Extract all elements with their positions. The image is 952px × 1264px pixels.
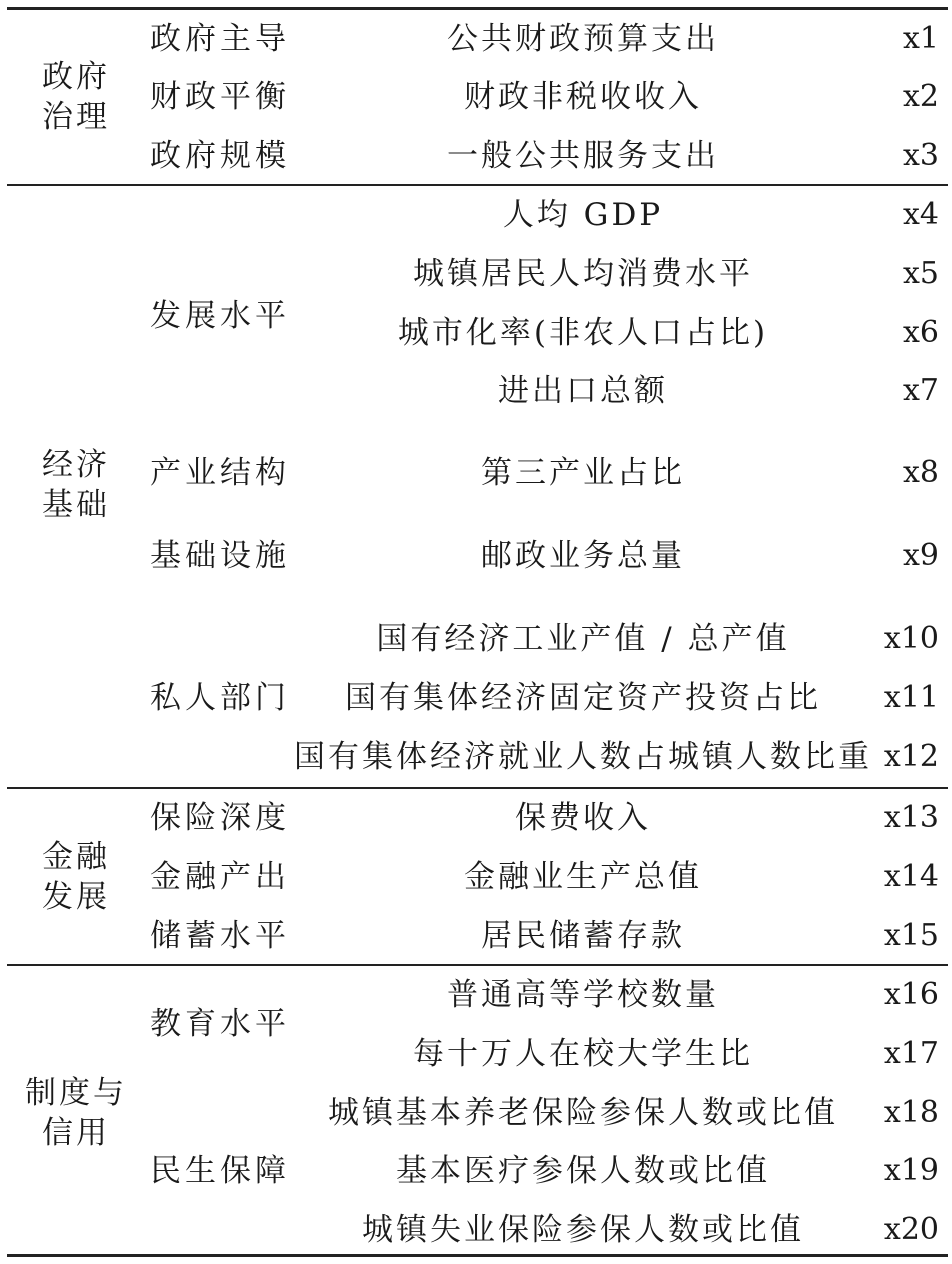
variable-code: x13 xyxy=(883,800,939,835)
indicator-label: 国有经济工业产值 / 总产值 xyxy=(376,621,790,657)
variable-code: x19 xyxy=(883,1153,939,1188)
category-label: 政府 治理 xyxy=(42,59,110,135)
variable-code: x15 xyxy=(883,918,939,953)
subcategory-label: 保险深度 xyxy=(150,800,290,836)
top-rule xyxy=(7,7,948,10)
variable-code: x2 xyxy=(902,79,939,114)
subcategory-label: 金融产出 xyxy=(150,859,290,895)
indicator-label: 城镇失业保险参保人数或比值 xyxy=(362,1212,804,1248)
category-label: 制度与 信用 xyxy=(25,1075,127,1151)
variable-code: x12 xyxy=(883,739,939,774)
indicator-label: 第三产业占比 xyxy=(481,455,685,491)
indicator-label: 居民储蓄存款 xyxy=(481,918,685,954)
variable-code: x8 xyxy=(902,455,939,490)
indicator-label: 城市化率(非农人口占比) xyxy=(397,315,769,351)
indicator-label: 基本医疗参保人数或比值 xyxy=(396,1153,770,1189)
subcategory-label: 基础设施 xyxy=(150,538,290,574)
subcategory-label: 政府主导 xyxy=(150,21,290,57)
variable-code: x11 xyxy=(883,680,939,715)
indicator-label: 城镇居民人均消费水平 xyxy=(413,256,753,292)
indicator-label: 每十万人在校大学生比 xyxy=(413,1036,753,1072)
subcategory-label: 私人部门 xyxy=(150,680,290,716)
category-label: 金融 发展 xyxy=(42,839,110,915)
variable-code: x6 xyxy=(902,315,939,350)
variable-code: x18 xyxy=(883,1095,939,1130)
bottom-rule xyxy=(7,1254,948,1257)
subcategory-label: 财政平衡 xyxy=(150,79,290,115)
group-divider xyxy=(7,964,948,966)
indicator-label: 人均 GDP xyxy=(502,197,664,233)
variable-code: x20 xyxy=(883,1212,939,1247)
group-divider xyxy=(7,787,948,789)
variable-code: x5 xyxy=(902,256,939,291)
subcategory-label: 发展水平 xyxy=(150,298,290,334)
variable-code: x3 xyxy=(902,138,939,173)
indicator-label: 财政非税收收入 xyxy=(464,79,702,115)
subcategory-label: 民生保障 xyxy=(150,1153,290,1189)
variable-code: x9 xyxy=(902,538,939,573)
indicator-label: 公共财政预算支出 xyxy=(447,21,719,57)
category-label: 经济 基础 xyxy=(42,447,110,523)
indicator-label: 进出口总额 xyxy=(498,373,668,409)
subcategory-label: 产业结构 xyxy=(150,455,290,491)
indicator-label: 国有集体经济固定资产投资占比 xyxy=(345,680,821,716)
variable-code: x16 xyxy=(883,977,939,1012)
subcategory-label: 储蓄水平 xyxy=(150,918,290,954)
variable-code: x4 xyxy=(902,197,939,232)
indicator-label: 国有集体经济就业人数占城镇人数比重 xyxy=(294,739,872,775)
variable-code: x7 xyxy=(902,373,939,408)
indicator-label: 金融业生产总值 xyxy=(464,859,702,895)
indicator-label: 一般公共服务支出 xyxy=(447,138,719,174)
subcategory-label: 教育水平 xyxy=(150,1006,290,1042)
subcategory-label: 政府规模 xyxy=(150,138,290,174)
indicator-label: 普通高等学校数量 xyxy=(447,977,719,1013)
variable-code: x10 xyxy=(883,621,939,656)
indicator-label: 邮政业务总量 xyxy=(481,538,685,574)
variable-code: x1 xyxy=(902,21,939,56)
variable-code: x17 xyxy=(883,1036,939,1071)
indicator-label: 保费收入 xyxy=(515,800,651,836)
variable-code: x14 xyxy=(883,859,939,894)
indicator-label: 城镇基本养老保险参保人数或比值 xyxy=(328,1095,838,1131)
group-divider xyxy=(7,184,948,186)
